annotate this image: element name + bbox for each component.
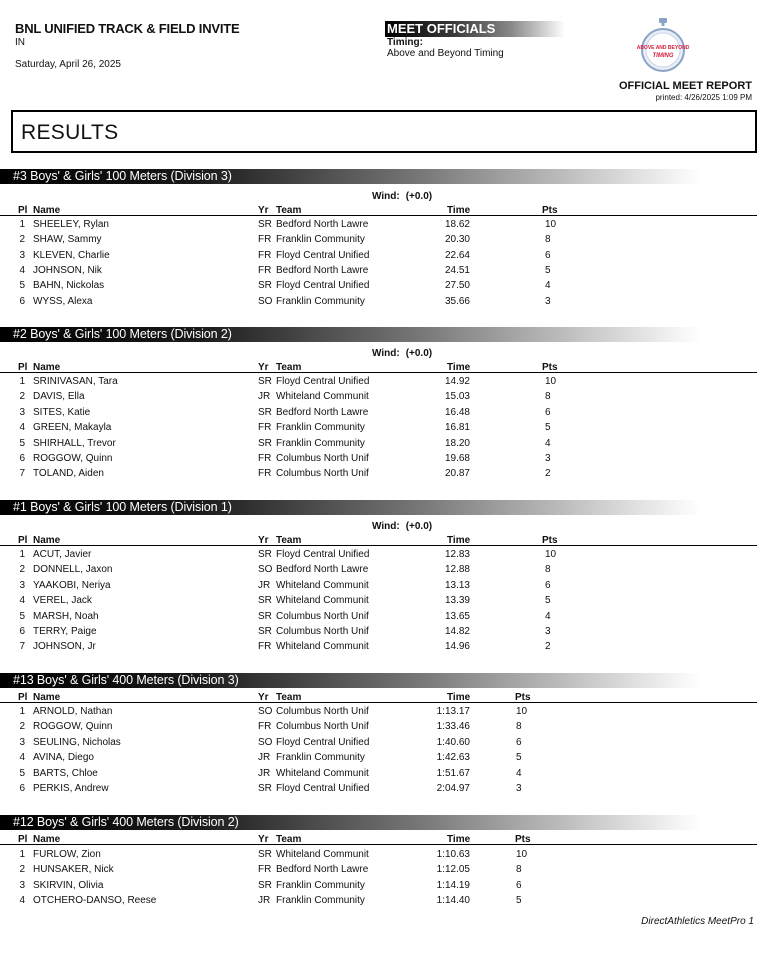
result-points: 8 <box>516 721 522 733</box>
athlete-team: Columbus North Unif <box>276 453 369 464</box>
result-row <box>0 453 757 466</box>
result-row <box>0 611 757 624</box>
result-points: 10 <box>545 549 557 560</box>
place: 6 <box>19 626 25 637</box>
place: 2 <box>19 864 25 876</box>
place: 2 <box>19 564 25 576</box>
result-row <box>0 783 757 796</box>
result-time: 20.87 <box>444 468 470 480</box>
athlete-year: SR <box>258 595 272 607</box>
place: 1 <box>19 376 25 387</box>
athlete-name: FURLOW, Zion <box>33 849 101 860</box>
athlete-year: SR <box>258 219 272 230</box>
column-header: Pl Name Yr Team Time Pts <box>0 692 757 703</box>
athlete-team: Bedford North Lawre <box>276 564 369 576</box>
athlete-name: HUNSAKER, Nick <box>33 864 114 876</box>
event-title: #12 Boys' & Girls' 400 Meters (Division 2) <box>0 815 700 830</box>
result-points: 3 <box>545 626 551 637</box>
timing-value: Above and Beyond Timing <box>387 48 504 59</box>
result-points: 4 <box>516 767 522 779</box>
athlete-team: Franklin Community <box>276 234 365 246</box>
athlete-year: SR <box>258 406 272 418</box>
wind-reading: Wind: (+0.0) <box>372 191 433 202</box>
athlete-team: Floyd Central Unified <box>276 280 370 292</box>
athlete-team: Columbus North Unif <box>276 706 369 717</box>
place: 1 <box>19 706 25 717</box>
place: 6 <box>19 295 25 307</box>
place: 1 <box>19 219 25 230</box>
place: 2 <box>19 721 25 733</box>
result-row <box>0 595 757 608</box>
result-time: 14.96 <box>444 641 470 653</box>
result-points: 5 <box>545 595 551 607</box>
result-row <box>0 250 757 263</box>
column-header: Pl Name Yr Team Time Pts <box>0 834 757 845</box>
results-title: RESULTS <box>21 121 119 144</box>
athlete-team: Columbus North Unif <box>276 721 369 733</box>
athlete-name: ROGGOW, Quinn <box>33 453 113 464</box>
footer-credit: DirectAthletics MeetPro 1 <box>641 916 754 927</box>
athlete-team: Franklin Community <box>276 437 365 449</box>
athlete-name: DONNELL, Jaxon <box>33 564 113 576</box>
athlete-year: FR <box>258 468 272 480</box>
athlete-team: Bedford North Lawre <box>276 864 369 876</box>
athlete-name: GREEN, Makayla <box>33 422 112 434</box>
athlete-name: OTCHERO-DANSO, Reese <box>33 894 157 906</box>
athlete-name: SITES, Katie <box>33 406 91 418</box>
athlete-year: SR <box>258 376 272 387</box>
athlete-name: ROGGOW, Quinn <box>33 721 113 733</box>
athlete-year: FR <box>258 249 272 261</box>
athlete-name: BARTS, Chloe <box>33 767 98 779</box>
athlete-team: Bedford North Lawre <box>276 406 369 418</box>
place: 7 <box>19 641 25 653</box>
place: 1 <box>19 849 25 860</box>
printed-timestamp: printed: 4/26/2025 1:09 PM <box>655 93 752 102</box>
wind-reading: Wind: (+0.0) <box>372 348 433 359</box>
athlete-name: SRINIVASAN, Tara <box>33 376 118 387</box>
athlete-year: SR <box>258 849 272 860</box>
result-points: 8 <box>516 864 522 876</box>
athlete-team: Franklin Community <box>276 422 365 434</box>
athlete-team: Floyd Central Unified <box>276 249 370 261</box>
athlete-name: ARNOLD, Nathan <box>33 706 113 717</box>
athlete-year: JR <box>258 767 271 779</box>
athlete-team: Floyd Central Unified <box>276 783 370 794</box>
timing-label: Timing: <box>387 37 423 48</box>
place: 4 <box>19 264 25 276</box>
result-row <box>0 549 757 562</box>
result-row <box>0 580 757 593</box>
result-points: 4 <box>545 610 551 622</box>
result-time: 1:40.60 <box>436 736 470 748</box>
athlete-name: SHIRHALL, Trevor <box>33 437 116 449</box>
place: 5 <box>19 767 25 779</box>
result-time: 18.20 <box>444 437 470 449</box>
result-points: 4 <box>545 280 551 292</box>
athlete-name: SHEELEY, Rylan <box>33 219 109 230</box>
result-row <box>0 864 757 877</box>
result-time: 16.81 <box>444 422 470 434</box>
athlete-team: Franklin Community <box>276 752 365 764</box>
result-row <box>0 721 757 734</box>
place: 6 <box>19 453 25 464</box>
result-row <box>0 391 757 404</box>
result-points: 5 <box>516 752 522 764</box>
athlete-year: SR <box>258 437 272 449</box>
result-time: 18.62 <box>444 219 470 230</box>
meet-date: Saturday, April 26, 2025 <box>15 59 121 70</box>
place: 4 <box>19 894 25 906</box>
athlete-name: JOHNSON, Jr <box>33 641 96 653</box>
athlete-name: JOHNSON, Nik <box>33 264 102 276</box>
athlete-name: ACUT, Javier <box>33 549 92 560</box>
athlete-name: VEREL, Jack <box>33 595 92 607</box>
result-time: 35.66 <box>444 295 470 307</box>
athlete-year: JR <box>258 752 271 764</box>
result-time: 19.68 <box>444 453 470 464</box>
result-points: 2 <box>545 468 551 480</box>
result-points: 6 <box>545 249 551 261</box>
result-points: 10 <box>516 849 528 860</box>
athlete-name: PERKIS, Andrew <box>33 783 109 794</box>
result-row <box>0 296 757 309</box>
result-row <box>0 895 757 908</box>
result-time: 1:12.05 <box>436 864 470 876</box>
result-row <box>0 737 757 750</box>
place: 5 <box>19 610 25 622</box>
result-points: 6 <box>516 879 522 891</box>
result-row <box>0 407 757 420</box>
result-row <box>0 438 757 451</box>
athlete-name: TOLAND, Aiden <box>33 468 104 480</box>
result-time: 27.50 <box>444 280 470 292</box>
athlete-team: Whiteland Communit <box>276 391 369 403</box>
athlete-team: Floyd Central Unified <box>276 549 370 560</box>
athlete-name: TERRY, Paige <box>33 626 97 637</box>
athlete-year: SR <box>258 280 272 292</box>
result-time: 1:13.17 <box>436 706 470 717</box>
athlete-year: FR <box>258 453 272 464</box>
athlete-team: Whiteland Communit <box>276 641 369 653</box>
result-points: 10 <box>545 219 557 230</box>
result-row <box>0 219 757 232</box>
place: 6 <box>19 783 25 794</box>
place: 7 <box>19 468 25 480</box>
column-header: Pl Name Yr Team Time Pts <box>0 205 757 216</box>
result-points: 2 <box>545 641 551 653</box>
result-points: 3 <box>516 783 522 794</box>
logo-text-1: ABOVE AND BEYOND <box>636 45 690 51</box>
athlete-year: FR <box>258 721 272 733</box>
athlete-team: Bedford North Lawre <box>276 264 369 276</box>
result-time: 24.51 <box>444 264 470 276</box>
place: 4 <box>19 422 25 434</box>
athlete-name: KLEVEN, Charlie <box>33 249 110 261</box>
athlete-year: JR <box>258 391 271 403</box>
official-report-label: OFFICIAL MEET REPORT <box>618 80 752 92</box>
result-points: 10 <box>516 706 528 717</box>
result-time: 1:51.67 <box>436 767 470 779</box>
result-points: 4 <box>545 437 551 449</box>
wind-reading: Wind: (+0.0) <box>372 521 433 532</box>
place: 2 <box>19 391 25 403</box>
result-time: 15.03 <box>444 391 470 403</box>
result-points: 8 <box>545 564 551 576</box>
athlete-year: SO <box>258 564 273 576</box>
meet-state: IN <box>15 37 25 48</box>
place: 3 <box>19 579 25 591</box>
results-banner <box>11 110 757 153</box>
athlete-name: SEULING, Nicholas <box>33 736 121 748</box>
place: 3 <box>19 879 25 891</box>
result-points: 10 <box>545 376 557 387</box>
athlete-year: FR <box>258 264 272 276</box>
place: 5 <box>19 437 25 449</box>
event-title: #3 Boys' & Girls' 100 Meters (Division 3) <box>0 169 700 184</box>
logo-text-2: TIMING <box>652 53 674 59</box>
result-row <box>0 564 757 577</box>
result-points: 8 <box>545 234 551 246</box>
result-time: 12.88 <box>444 564 470 576</box>
athlete-team: Bedford North Lawre <box>276 219 369 230</box>
athlete-team: Columbus North Unif <box>276 626 369 637</box>
result-time: 13.65 <box>444 610 470 622</box>
event-title: #2 Boys' & Girls' 100 Meters (Division 2) <box>0 327 700 342</box>
result-points: 5 <box>545 422 551 434</box>
place: 3 <box>19 406 25 418</box>
athlete-team: Columbus North Unif <box>276 468 369 480</box>
athlete-name: BAHN, Nickolas <box>33 280 105 292</box>
result-time: 1:42.63 <box>436 752 470 764</box>
result-time: 13.39 <box>444 595 470 607</box>
result-row <box>0 641 757 654</box>
place: 4 <box>19 752 25 764</box>
athlete-name: AVINA, Diego <box>33 752 94 764</box>
athlete-year: SO <box>258 736 273 748</box>
result-time: 2:04.97 <box>436 783 470 794</box>
athlete-team: Floyd Central Unified <box>276 376 370 387</box>
result-time: 1:14.19 <box>436 879 470 891</box>
result-time: 1:14.40 <box>436 894 470 906</box>
result-points: 5 <box>545 264 551 276</box>
result-time: 16.48 <box>444 406 470 418</box>
result-points: 6 <box>545 579 551 591</box>
result-time: 12.83 <box>444 549 470 560</box>
athlete-team: Franklin Community <box>276 295 365 307</box>
column-header: Pl Name Yr Team Time Pts <box>0 362 757 373</box>
athlete-name: SKIRVIN, Olivia <box>33 879 104 891</box>
athlete-name: WYSS, Alexa <box>33 295 93 307</box>
result-time: 22.64 <box>444 249 470 261</box>
athlete-name: YAAKOBI, Neriya <box>33 579 111 591</box>
result-points: 8 <box>545 391 551 403</box>
athlete-year: SO <box>258 706 273 717</box>
athlete-year: SR <box>258 610 272 622</box>
result-time: 1:33.46 <box>436 721 470 733</box>
athlete-year: JR <box>258 579 271 591</box>
result-points: 5 <box>516 894 522 906</box>
athlete-year: SR <box>258 626 272 637</box>
athlete-team: Whiteland Communit <box>276 579 369 591</box>
athlete-year: SR <box>258 783 272 794</box>
athlete-team: Franklin Community <box>276 879 365 891</box>
athlete-year: SR <box>258 879 272 891</box>
result-time: 14.82 <box>444 626 470 637</box>
athlete-year: FR <box>258 864 272 876</box>
place: 5 <box>19 280 25 292</box>
result-points: 6 <box>516 736 522 748</box>
athlete-team: Whiteland Communit <box>276 849 369 860</box>
result-row <box>0 880 757 893</box>
athlete-team: Whiteland Communit <box>276 767 369 779</box>
athlete-name: MARSH, Noah <box>33 610 99 622</box>
result-row <box>0 234 757 247</box>
athlete-name: DAVIS, Ella <box>33 391 85 403</box>
result-row <box>0 422 757 435</box>
result-points: 3 <box>545 453 551 464</box>
place: 1 <box>19 549 25 560</box>
stopwatch-logo-icon <box>636 18 690 74</box>
athlete-team: Franklin Community <box>276 894 365 906</box>
result-row <box>0 706 757 719</box>
result-points: 6 <box>545 406 551 418</box>
place: 3 <box>19 249 25 261</box>
column-header: Pl Name Yr Team Time Pts <box>0 535 757 546</box>
result-time: 13.13 <box>444 579 470 591</box>
result-time: 20.30 <box>444 234 470 246</box>
event-title: #13 Boys' & Girls' 400 Meters (Division 3) <box>0 673 700 688</box>
athlete-year: SO <box>258 295 273 307</box>
athlete-year: SR <box>258 549 272 560</box>
result-row <box>0 468 757 481</box>
result-row <box>0 849 757 862</box>
athlete-team: Columbus North Unif <box>276 610 369 622</box>
result-row <box>0 376 757 389</box>
meet-officials-heading: MEET OFFICIALS <box>385 21 565 37</box>
result-row <box>0 280 757 293</box>
athlete-team: Whiteland Communit <box>276 595 369 607</box>
event-title: #1 Boys' & Girls' 100 Meters (Division 1) <box>0 500 700 515</box>
athlete-year: FR <box>258 641 272 653</box>
athlete-name: SHAW, Sammy <box>33 234 102 246</box>
athlete-year: JR <box>258 894 271 906</box>
result-row <box>0 265 757 278</box>
athlete-year: FR <box>258 234 272 246</box>
athlete-team: Floyd Central Unified <box>276 736 370 748</box>
place: 3 <box>19 736 25 748</box>
athlete-year: FR <box>258 422 272 434</box>
place: 2 <box>19 234 25 246</box>
place: 4 <box>19 595 25 607</box>
result-row <box>0 752 757 765</box>
result-points: 3 <box>545 295 551 307</box>
meet-name: BNL UNIFIED TRACK & FIELD INVITE <box>15 21 240 36</box>
result-row <box>0 768 757 781</box>
result-time: 14.92 <box>444 376 470 387</box>
result-row <box>0 626 757 639</box>
result-time: 1:10.63 <box>436 849 470 860</box>
